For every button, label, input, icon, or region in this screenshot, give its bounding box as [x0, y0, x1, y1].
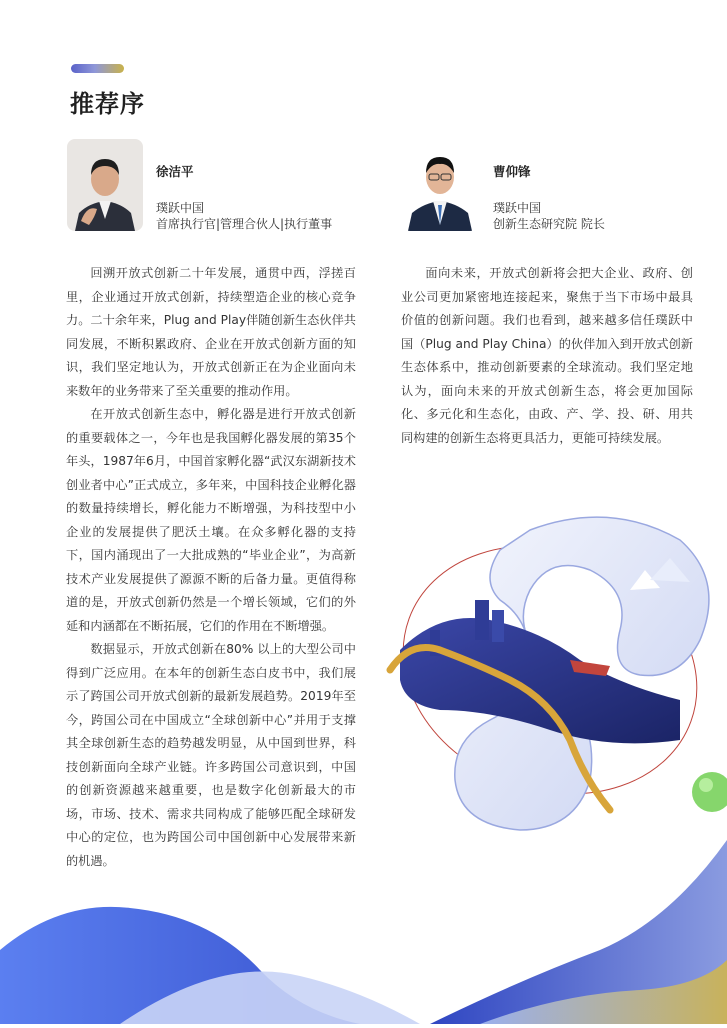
author-1-role: 首席执行官|管理合伙人|执行董事: [156, 217, 333, 231]
author-2-name: 曹仰锋: [493, 164, 531, 179]
author-2-org: 璞跃中国: [493, 201, 542, 215]
left-paragraph-3: 数据显示，开放式创新在80% 以上的大型公司中得到广泛应用。在本年的创新生态白皮书中，我们展示了跨国公司开放式创新的最新发展趋势。2019年至今，跨国公司在中国成立“全球创新中心”并用于支撑其全球创新生态的趋势越发明显，从中国到世界，科技创新面向全球产业链。许多跨国公司意识到，中国的创新资源越来越重要，也是数字化创新最大的市场，市场、技术、需求共同构成了能够匹配全球研发中心的定位，也为跨国公司中国创新中心发展带来新的机遇。: [66, 642, 356, 868]
author-1-org: 璞跃中国: [156, 201, 205, 215]
right-paragraph-1: 面向未来，开放式创新将会把大企业、政府、创业公司更加紧密地连接起来，聚焦于当下市场中最具价值的创新问题。我们也看到，越来越多信任璞跃中国（Plug and Play China）的伙伴加入到开放式创新生态体系中，推动创新要素的全球流动。我们坚定地认为，面向未来的开放式创新生态，将会更加国际化、多元化和生态化，由政、产、学、投、研、用共同构建的创新生态将更具活力，更能可持续发展。: [401, 266, 693, 445]
author-2-role: 创新生态研究院 院长: [493, 217, 605, 231]
author-photo-1: [67, 139, 143, 231]
bottom-wave-decoration: [0, 780, 727, 1024]
right-column: [401, 262, 693, 450]
left-paragraph-2: 在开放式创新生态中，孵化器是进行开放式创新的重要载体之一，今年也是我国孵化器发展的第35个年头，1987年6月，中国首家孵化器“武汉东湖新技术创业者中心”正式成立，多年来，中国科技企业孵化器的数量持续增长，孵化能力不断增强，为科技型中小企业的发展提供了肥沃土壤。在众多孵化器的支持下，国内涌现出了一大批成熟的“毕业企业”，为高新技术产业发展提供了源源不断的后备力量。更值得称道的是，开放式创新仍然是一个增长领域，它们的外延和内涵都在不断拓展，它们的作用在不断增强。: [66, 407, 356, 633]
page-title: 推荐序: [70, 90, 145, 118]
left-paragraph-1: 回溯开放式创新二十年发展，通贯中西，浮搓百里，企业通过开放式创新，持续塑造企业的核心竞争力。二十余年来，Plug and Play伴随创新生态伙伴共同发展，不断积累政府、企业在开放式创新方面的知识，我们坚定地认为，开放式创新正在为企业面向未来数年的业务带来了至关重要的推动作用。: [66, 266, 356, 398]
author-1-name: 徐洁平: [156, 164, 194, 179]
author-photo-2: [402, 139, 478, 231]
title-accent-bar: [71, 64, 124, 73]
